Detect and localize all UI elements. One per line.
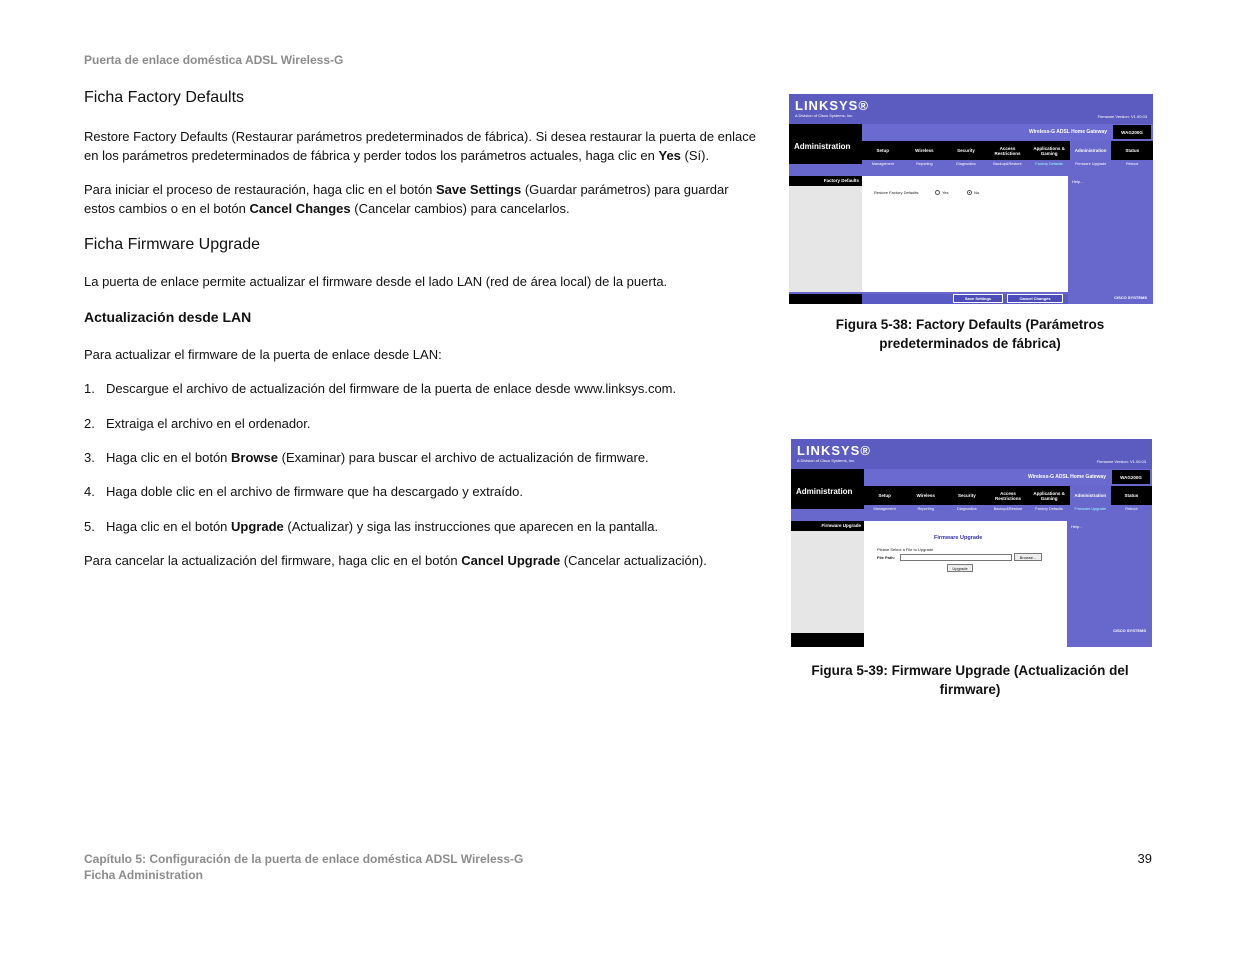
caption-line: Figura 5-38: Factory Defaults (Parámetros	[835, 317, 1105, 332]
nav-administration[interactable]: Administration	[1070, 486, 1111, 505]
save-settings-button[interactable]: Save Settings	[953, 294, 1003, 303]
cisco-logo: CISCO SYSTEMS	[1113, 628, 1146, 633]
nav-applications-gaming[interactable]: Applications & Gaming	[1033, 490, 1065, 501]
cisco-logo: CISCO SYSTEMS	[1114, 295, 1147, 300]
logo-subtitle: A Division of Cisco Systems, Inc.	[797, 458, 856, 463]
file-path-input[interactable]	[900, 554, 1012, 561]
left-panel	[791, 531, 864, 635]
text-span: (Sí).	[680, 148, 710, 163]
step-text	[106, 517, 658, 536]
linksys-logo: LINKSYS®	[795, 98, 869, 113]
step-text	[106, 448, 649, 467]
subnav-management[interactable]: Management	[873, 507, 896, 511]
footer	[84, 851, 523, 883]
save-cancel-paragraph	[84, 180, 764, 218]
nav-setup[interactable]: Setup	[878, 493, 891, 498]
running-header: Puerta de enlace doméstica ADSL Wireless-G	[84, 53, 344, 67]
section-title: Administration	[796, 487, 853, 496]
product-name: Wireless-G ADSL Home Gateway	[1027, 474, 1106, 480]
text-span: en los parámetros predeterminados de fábrica y perder todos los parámetros actuales, haga clic en	[84, 148, 659, 163]
bottom-left-bar	[791, 633, 864, 647]
step-number: 3.	[84, 450, 95, 465]
step-text	[106, 482, 523, 501]
subnav-reporting[interactable]: Reporting	[917, 507, 934, 511]
firmware-version: Firmware Version: V1.00.03	[1097, 114, 1147, 119]
paragraph-line	[84, 199, 764, 218]
main-nav	[862, 141, 1153, 160]
cancel-upgrade-paragraph	[84, 551, 764, 570]
text-span: (Actualizar) y siga las instrucciones que aparecen en la pantalla.	[283, 519, 659, 534]
text-span: Extraiga el archivo en el ordenador.	[106, 416, 311, 431]
nav-applications-gaming[interactable]: Applications & Gaming	[1033, 145, 1065, 156]
subnav-backup-restore[interactable]: Backup&Restore	[993, 507, 1023, 511]
browse-button[interactable]: Browse...	[1014, 553, 1042, 561]
text-span: (Cancelar cambios) para cancelarlos.	[350, 201, 570, 216]
nav-administration[interactable]: Administration	[1070, 141, 1112, 160]
step-text	[106, 379, 676, 398]
nav-access-restrictions[interactable]: Access Restrictions	[994, 145, 1021, 156]
text-span: Descargue el archivo de actualización del firmware de la puerta de enlace desde www.linksys.com.	[106, 381, 677, 396]
restore-label: Restore Factory Defaults:	[874, 190, 920, 195]
nav-wireless[interactable]: Wireless	[915, 148, 934, 153]
left-panel	[789, 186, 862, 292]
subnav-diagnostics[interactable]: Diagnostics	[956, 162, 976, 166]
save-settings-term: Save Settings	[435, 182, 522, 197]
subnav-reboot[interactable]: Reboot	[1125, 507, 1138, 511]
subnav-reporting[interactable]: Reporting	[916, 162, 933, 166]
select-file-label: Please Select a File to Upgrade	[877, 547, 934, 552]
yes-term: Yes	[658, 148, 681, 163]
sub-nav	[864, 505, 1152, 513]
subsection-title-lan-update: Actualización desde LAN	[84, 309, 252, 325]
left-section-label: Factory Defaults	[789, 176, 862, 186]
left-section-label: Firmware Upgrade	[791, 521, 864, 531]
bottom-left-bar	[789, 294, 862, 304]
radio-no-label: No	[974, 190, 980, 195]
radio-no[interactable]	[967, 190, 972, 195]
text-span: (Examinar) para buscar el archivo de actualización de firmware.	[278, 450, 649, 465]
subnav-backup-restore[interactable]: Backup&Restore	[993, 162, 1022, 166]
firmware-version: Firmware Version: V1.00.03	[1096, 459, 1146, 464]
firmware-intro-paragraph: La puerta de enlace permite actualizar el firmware desde el lado LAN (red de área local) de la puerta.	[84, 274, 668, 289]
subnav-diagnostics[interactable]: Diagnostics	[957, 507, 977, 511]
product-bar	[862, 124, 1153, 140]
product-name: Wireless-G ADSL Home Gateway	[1028, 129, 1107, 135]
text-span: (Guardar parámetros) para guardar	[521, 182, 729, 197]
figure-caption-5-39	[800, 661, 1140, 699]
cancel-upgrade-term: Cancel Upgrade	[461, 553, 561, 568]
section-title-factory-defaults: Ficha Factory Defaults	[84, 89, 245, 106]
sub-nav	[862, 160, 1153, 168]
text-span: Haga doble clic en el archivo de firmware que ha descargado y extraído.	[106, 484, 523, 499]
text-span: Haga clic en el botón	[106, 450, 232, 465]
nav-security[interactable]: Security	[957, 148, 975, 153]
footer-section: Ficha Administration	[84, 868, 203, 882]
model-badge: WAG200G	[1113, 125, 1151, 139]
section-title-firmware-upgrade: Ficha Firmware Upgrade	[84, 236, 261, 253]
section-title: Administration	[794, 142, 851, 151]
paragraph-line	[84, 146, 764, 165]
nav-status[interactable]: Status	[1124, 493, 1139, 498]
upgrade-button[interactable]: Upgrade	[947, 564, 973, 572]
linksys-logo: LINKSYS®	[797, 443, 871, 458]
caption-line: firmware)	[939, 682, 1001, 697]
page-number: 39	[1137, 851, 1152, 866]
text-span: (Cancelar actualización).	[560, 553, 707, 568]
text-span: Haga clic en el botón	[106, 519, 232, 534]
step-number: 5.	[84, 519, 95, 534]
nav-setup[interactable]: Setup	[876, 148, 890, 153]
nav-security[interactable]: Security	[957, 493, 976, 498]
help-panel	[1068, 176, 1153, 292]
logo-subtitle: A Division of Cisco Systems, Inc.	[795, 113, 854, 118]
subnav-factory-defaults[interactable]: Factory Defaults	[1035, 507, 1063, 511]
subnav-management[interactable]: Management	[871, 162, 894, 166]
content-panel	[864, 521, 1067, 647]
steps-intro: Para actualizar el firmware de la puerta de enlace desde LAN:	[84, 347, 442, 362]
text-span: Para iniciar el proceso de restauración, haga clic en el botón	[84, 182, 436, 197]
content-panel	[862, 176, 1068, 292]
help-link[interactable]: Help...	[1071, 524, 1083, 529]
paragraph-line	[84, 180, 764, 199]
model-badge: WAG200G	[1112, 470, 1150, 484]
nav-status[interactable]: Status	[1125, 148, 1140, 153]
subnav-firmware-upgrade[interactable]: Firmware Upgrade	[1074, 507, 1106, 511]
step-number: 1.	[84, 381, 95, 396]
figure-caption-5-38	[800, 315, 1140, 353]
firmware-upgrade-screenshot	[791, 439, 1152, 647]
browse-term: Browse	[231, 450, 278, 465]
cancel-changes-button[interactable]: Cancel Changes	[1007, 294, 1063, 303]
subnav-factory-defaults[interactable]: Factory Defaults	[1035, 162, 1063, 166]
text-span: estos cambios o en el botón	[84, 201, 250, 216]
upgrade-term: Upgrade	[231, 519, 284, 534]
caption-line: Figura 5-39: Firmware Upgrade (Actualización del	[811, 663, 1129, 678]
text-span: Para cancelar la actualización del firmware, haga clic en el botón	[84, 553, 462, 568]
nav-access-restrictions[interactable]: Access Restrictions	[994, 490, 1021, 501]
help-link[interactable]: Help...	[1072, 179, 1084, 184]
cancel-changes-term: Cancel Changes	[249, 201, 351, 216]
paragraph-line: Restore Factory Defaults (Restaurar parámetros predeterminados de fábrica). Si desea restaurar la puerta de enlace	[84, 129, 756, 144]
step-number: 4.	[84, 484, 95, 499]
product-bar	[864, 469, 1152, 485]
footer-chapter: Capítulo 5: Configuración de la puerta de enlace doméstica ADSL Wireless-G	[84, 852, 524, 866]
subnav-reboot[interactable]: Reboot	[1126, 162, 1139, 166]
file-path-label: File Path:	[877, 555, 896, 560]
caption-line: predeterminados de fábrica)	[879, 336, 1061, 351]
main-nav	[864, 486, 1152, 505]
radio-yes-label: Yes	[942, 190, 949, 195]
nav-wireless[interactable]: Wireless	[916, 493, 935, 498]
factory-defaults-screenshot	[789, 94, 1153, 304]
step-text	[106, 414, 311, 433]
step-number: 2.	[84, 416, 95, 431]
factory-defaults-paragraph	[84, 127, 764, 165]
radio-yes[interactable]	[935, 190, 940, 195]
firmware-upgrade-title: Firmware Upgrade	[934, 535, 983, 541]
subnav-firmware-upgrade[interactable]: Firmware Upgrade	[1074, 162, 1107, 166]
